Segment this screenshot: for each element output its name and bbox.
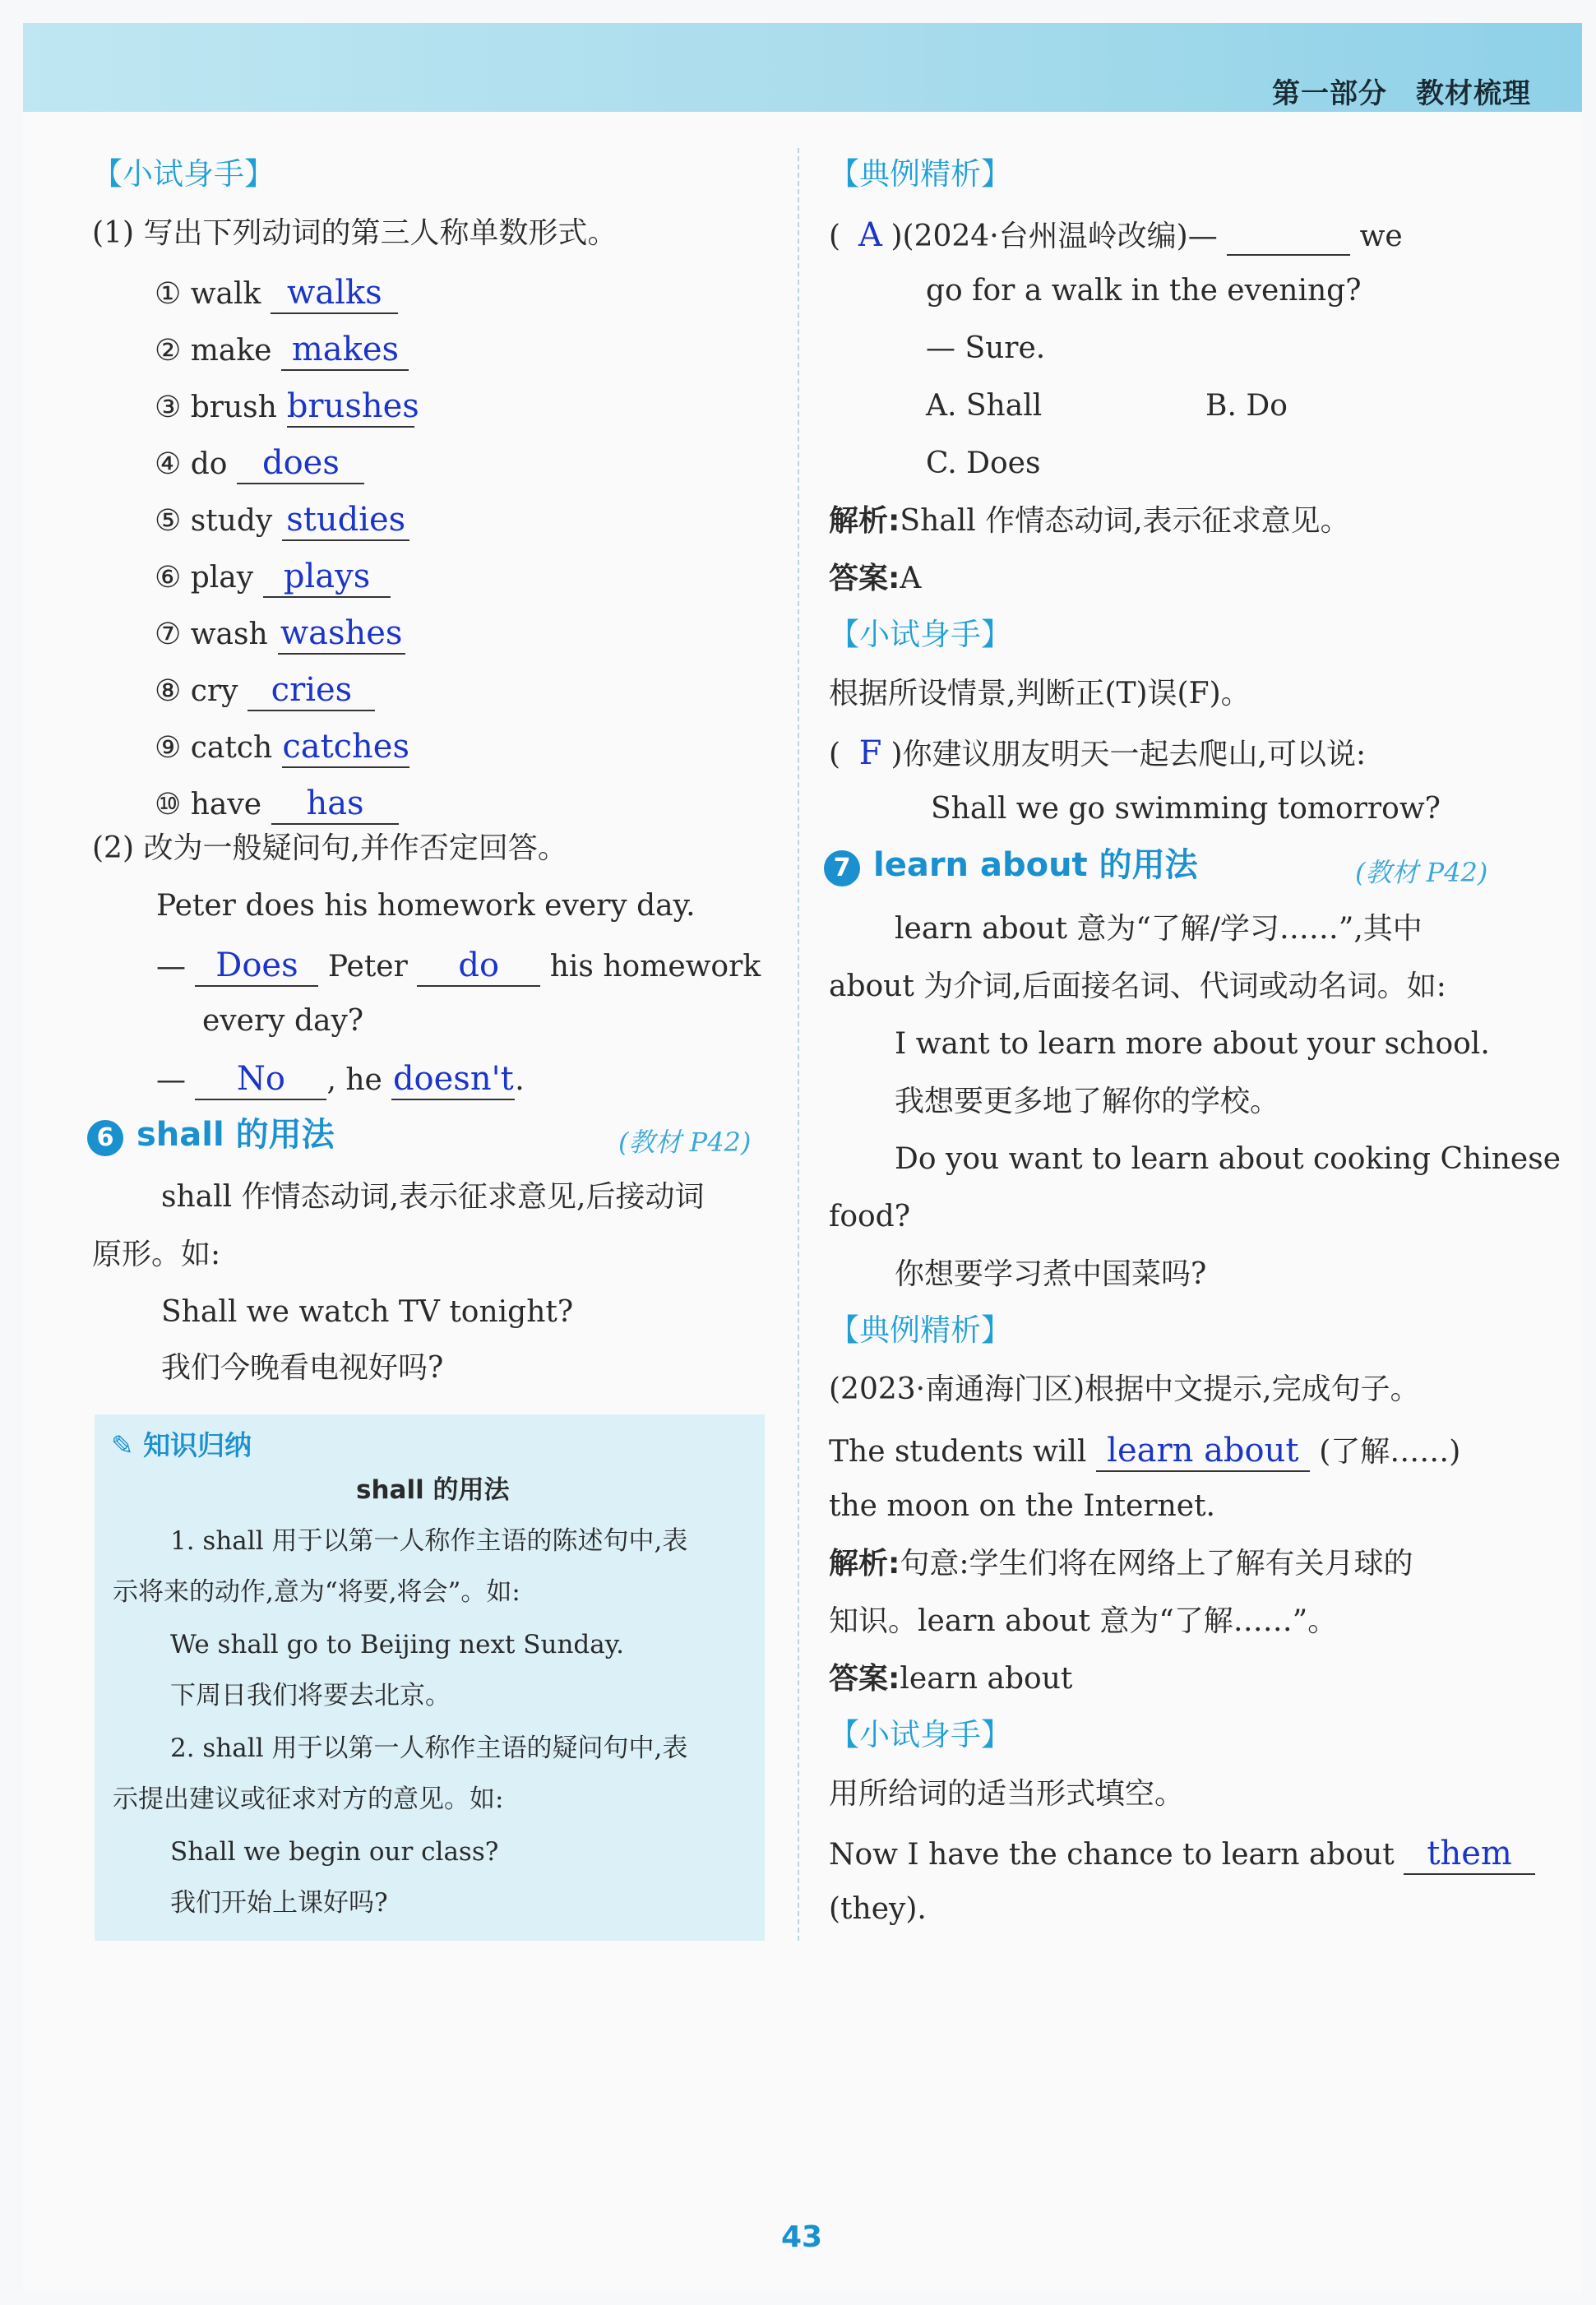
section-title: learn about 的用法 [873,846,1198,884]
verb-label: ⑦ wash [155,618,268,651]
verb-item [155,784,399,825]
option-a: A. Shall [926,389,1043,423]
example-2-answer-line [829,1661,1072,1696]
paren-open: ( [829,738,841,771]
section-7-example-2-en: Do you want to learn about cooking Chinese [895,1142,1561,1176]
section-7-example-2-cn: 你想要学习煮中国菜吗? [895,1257,1207,1291]
dash: — [156,1063,186,1097]
practice-3-blank[interactable] [1404,1834,1535,1875]
answer-does: Does [215,947,298,984]
example-2-line-2: the moon on the Internet. [829,1489,1216,1523]
answer-blank-no[interactable] [195,1059,326,1100]
question-2-every-day: every day? [202,1004,364,1038]
textbook-reference: (教材 P42) [618,1127,752,1158]
example-2-analysis-cont: 知识。learn about 意为“了解……”。 [829,1604,1338,1638]
textbook-reference: (教材 P42) [1355,857,1488,888]
question-2-sentence: Peter does his homework every day. [156,889,696,923]
verb-answer: studies [286,501,406,539]
section-7-heading [824,845,1198,886]
verb-item [155,330,409,371]
word-he: , he [326,1063,382,1097]
verb-label: ⑤ study [155,504,273,538]
verb-answer-blank[interactable] [286,386,419,428]
summary-line-4: 下周日我们将要去北京。 [170,1681,451,1710]
knowledge-summary-box [95,1414,765,1941]
verb-answer-blank[interactable] [263,557,391,598]
example-tag: 【典例精析】 [829,156,1011,192]
option-c: C. Does [926,447,1041,480]
practice-tag: 【小试身手】 [829,1717,1011,1752]
verb-answer: catches [282,728,409,766]
section-title: 第一部分 教材梳理 [1272,77,1531,110]
example-1-blank[interactable] [1227,219,1350,256]
verb-answer-blank[interactable] [282,500,409,541]
answer-text: learn about [900,1662,1073,1696]
verb-answer-blank[interactable] [247,670,375,711]
column-divider [798,148,799,1941]
dash: — [156,950,186,984]
analysis-label: 解析: [829,504,900,538]
example-2-analysis [829,1546,1413,1581]
analysis-label: 解析: [829,1547,900,1581]
practice-2-question [829,734,1366,773]
practice-3-answer: them [1427,1835,1512,1872]
example-1-source: )(2024·台州温岭改编)— [891,220,1218,253]
practice-3-hint: (they). [829,1892,927,1926]
verb-answer: brushes [286,387,419,425]
example-tag: 【典例精析】 [829,1312,1011,1348]
example-2-source: (2023·南通海门区)根据中文提示,完成句子。 [829,1372,1420,1406]
word-we: we [1359,220,1403,253]
answer-text: A [900,562,922,595]
analysis-text: Shall 作情态动词,表示征求意见。 [900,504,1350,538]
answer-blank-does[interactable] [195,946,318,987]
verb-answer: washes [280,614,403,652]
verb-answer: cries [271,671,353,709]
verb-answer-blank[interactable] [271,784,399,825]
practice-tag: 【小试身手】 [92,156,275,192]
summary-line-1: 1. shall 用于以第一人称作主语的陈述句中,表 [170,1526,688,1556]
verb-answer-blank[interactable] [271,273,398,314]
section-7-paragraph-1: learn about 意为“了解/学习……”,其中 [895,912,1423,946]
summary-title-text: 知识归纳 [143,1429,252,1461]
verb-answer: plays [283,558,371,595]
answer-blank-do[interactable] [417,946,540,987]
answer-doesnt: doesn't [392,1060,514,1098]
phrase-his-homework: his homework [549,950,761,984]
summary-line-5: 2. shall 用于以第一人称作主语的疑问句中,表 [170,1733,688,1763]
verb-item [155,670,375,711]
practice-2-title: 根据所设情景,判断正(T)误(F)。 [829,677,1251,710]
question-2-answer-line-2 [156,1059,525,1100]
answer-label: 答案: [829,562,900,595]
summary-icon: ✎ [111,1429,144,1461]
summary-line-2: 示将来的动作,意为“将要,将会”。如: [113,1577,520,1607]
verb-answer: has [306,785,364,822]
practice-2-answer[interactable]: F [858,734,882,772]
verb-label: ② make [155,334,272,368]
page-header [23,23,1582,112]
practice-2-question-text: )你建议朋友明天一起去爬山,可以说: [891,738,1367,771]
summary-line-3: We shall go to Beijing next Sunday. [170,1630,624,1659]
answer-label: 答案: [829,1662,900,1696]
answer-do: do [458,947,500,984]
example-2-answer: learn about [1107,1432,1299,1470]
practice-2-sentence: Shall we go swimming tomorrow? [931,792,1441,826]
practice-3-text: Now I have the chance to learn about [829,1838,1395,1872]
section-6-example-cn: 我们今晚看电视好吗? [161,1351,444,1385]
verb-answer-blank[interactable] [282,727,409,768]
verb-label: ⑥ play [155,561,254,595]
example-1-line-2: go for a walk in the evening? [926,274,1362,308]
answer-blank-doesnt[interactable] [391,1059,515,1100]
question-2-title: (2) 改为一般疑问句,并作否定回答。 [92,831,567,865]
verb-answer-blank[interactable] [281,330,409,371]
section-6-paragraph-1: shall 作情态动词,表示征求意见,后接动词 [161,1180,705,1214]
verb-item [155,613,405,655]
section-6-heading [87,1115,335,1156]
section-number-badge: 6 [87,1120,123,1156]
verb-item [155,273,398,314]
paren-open: ( [829,220,841,253]
section-7-example-2-en-cont: food? [829,1200,911,1233]
example-1-question [829,215,1403,256]
example-1-line-3: — Sure. [926,331,1046,365]
page-number: 43 [781,2220,823,2254]
example-1-analysis [829,503,1350,539]
answer-no: No [236,1060,285,1098]
verb-answer: walks [287,274,382,312]
verb-label: ⑧ cry [155,674,238,708]
section-7-example-1-en: I want to learn more about your school. [895,1027,1490,1061]
example-2-blank[interactable] [1096,1431,1310,1472]
verb-item [155,500,409,541]
verb-label: ① walk [155,277,261,311]
question-2-answer-line-1 [156,946,761,987]
section-title: shall 的用法 [136,1116,335,1154]
section-6-paragraph-2: 原形。如: [92,1238,221,1271]
question-1-title: (1) 写出下列动词的第三人称单数形式。 [92,216,618,250]
knowledge-summary-title [111,1424,252,1463]
practice-3-question [829,1834,1535,1875]
option-b: B. Do [1205,389,1288,423]
verb-answer-blank[interactable] [278,613,405,655]
verb-item [155,727,409,768]
section-number-badge: 7 [824,850,860,886]
practice-tag: 【小试身手】 [829,617,1011,652]
section-7-paragraph-2: about 为介词,后面接名词、代词或动名词。如: [829,970,1446,1003]
summary-line-7: Shall we begin our class? [170,1837,499,1867]
verb-answer-blank[interactable] [237,443,364,484]
analysis-text: 句意:学生们将在网络上了解有关月球的 [900,1547,1413,1581]
verb-item [155,443,364,484]
example-1-answer[interactable]: A [858,216,882,254]
verb-label: ⑩ have [155,788,262,822]
verb-answer: makes [291,331,400,368]
verb-label: ⑨ catch [155,731,273,765]
verb-item [155,386,419,428]
summary-line-6: 示提出建议或征求对方的意见。如: [113,1784,504,1814]
verb-item [155,557,391,598]
section-6-example-en: Shall we watch TV tonight? [161,1295,574,1329]
example-2-hint: (了解……) [1319,1435,1461,1469]
summary-heading: shall 的用法 [356,1475,510,1505]
example-1-answer-line [829,561,921,596]
example-2-question [829,1431,1460,1472]
summary-line-8: 我们开始上课好吗? [170,1888,388,1918]
word-peter: Peter [327,950,408,984]
verb-label: ③ brush [155,391,277,424]
practice-3-title: 用所给词的适当形式填空。 [829,1777,1185,1811]
verb-answer: does [261,444,340,482]
section-7-example-1-cn: 我想要更多地了解你的学校。 [895,1085,1280,1118]
example-2-text-pre: The students will [829,1435,1087,1469]
period: . [515,1063,525,1097]
verb-label: ④ do [155,447,228,481]
